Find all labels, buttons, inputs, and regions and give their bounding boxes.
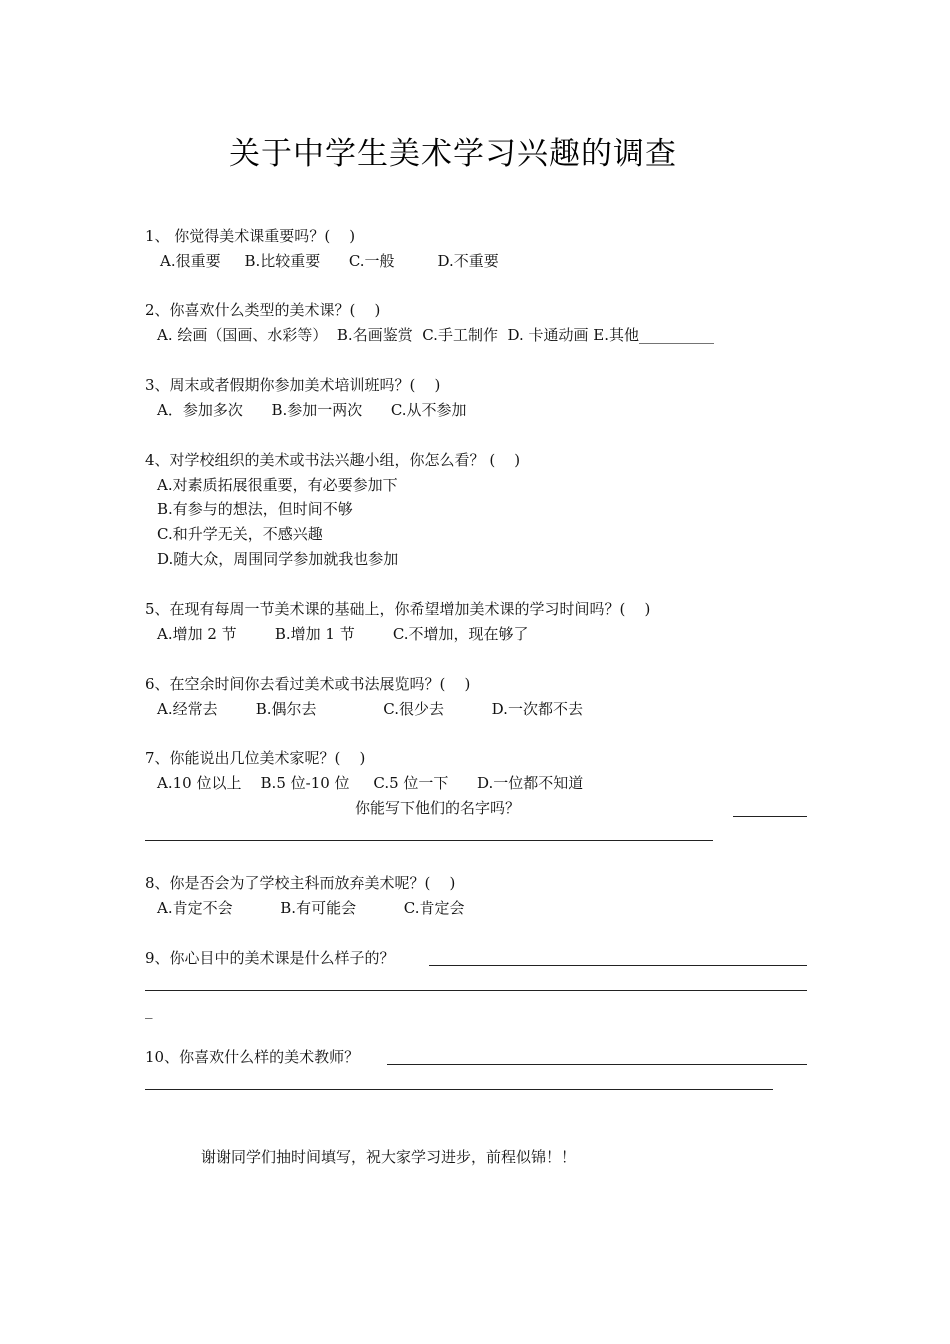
question-4-option-c: C.和升学无关，不感兴趣: [157, 525, 323, 543]
question-3: 3、周末或者假期你参加美术培训班吗？( ): [145, 376, 441, 394]
question-2: 2、你喜欢什么类型的美术课？( ): [145, 301, 381, 319]
closing-note: 谢谢同学们抽时间填写，祝大家学习进步，前程似锦！！: [201, 1148, 577, 1166]
answer-line[interactable]: [145, 840, 713, 841]
question-6: 6、在空余时间你去看过美术或书法展览吗？( ): [145, 675, 471, 693]
answer-line[interactable]: [733, 816, 807, 817]
question-4: 4、对学校组织的美术或书法兴趣小组，你怎么看？ ( ): [145, 451, 521, 469]
question-9-tail: _: [145, 1001, 153, 1019]
page-title: 关于中学生美术学习兴趣的调查: [229, 136, 677, 172]
question-7-options: A.10 位以上 B.5 位-10 位 C.5 位一下 D.一位都不知道: [157, 774, 584, 792]
question-7-followup: 你能写下他们的名字吗？: [355, 799, 521, 817]
question-6-options: A.经常去 B.偶尔去 C.很少去 D.一次都不去: [157, 700, 583, 718]
answer-line[interactable]: [429, 965, 807, 966]
answer-line[interactable]: [145, 1089, 773, 1090]
question-1-options: A.很重要 B.比较重要 C.一般 D.不重要: [160, 252, 499, 270]
answer-line[interactable]: [387, 1064, 807, 1065]
question-1: 1、 你觉得美术课重要吗？( ): [145, 227, 356, 245]
question-7: 7、你能说出几位美术家呢？( ): [145, 749, 366, 767]
question-8: 8、你是否会为了学校主科而放弃美术呢？( ): [145, 874, 456, 892]
question-8-options: A.肯定不会 B.有可能会 C.肯定会: [157, 899, 465, 917]
question-5: 5、在现有每周一节美术课的基础上，你希望增加美术课的学习时间吗？( ): [145, 600, 651, 618]
question-4-option-b: B.有参与的想法，但时间不够: [157, 500, 353, 518]
question-5-options: A.增加 2 节 B.增加 1 节 C.不增加，现在够了: [157, 625, 529, 643]
question-9: 9、你心目中的美术课是什么样子的？: [145, 949, 395, 967]
question-2-options: A. 绘画（国画、水彩等） B.名画鉴赏 C.手工制作 D. 卡通动画 E.其他__________: [157, 326, 714, 344]
answer-line[interactable]: [145, 990, 807, 991]
question-4-option-a: A.对素质拓展很重要，有必要参加下: [157, 476, 398, 494]
question-3-options: A．参加多次 B.参加一两次 C.从不参加: [157, 401, 467, 419]
question-10: 10、你喜欢什么样的美术教师？: [145, 1048, 360, 1066]
question-4-option-d: D.随大众，周围同学参加就我也参加: [157, 550, 399, 568]
